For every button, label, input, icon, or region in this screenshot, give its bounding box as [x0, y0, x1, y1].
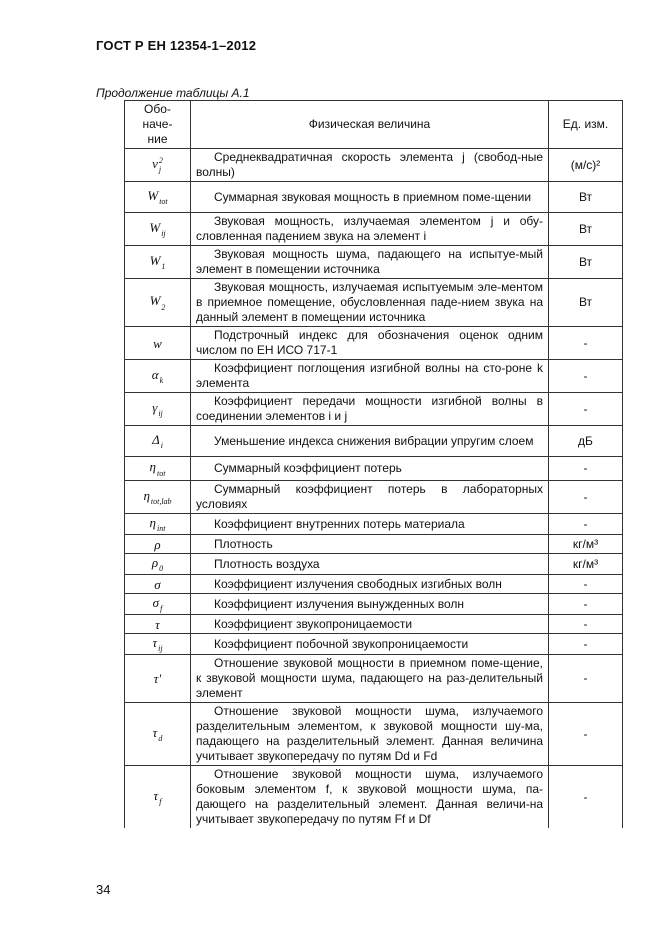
unit-cell: -	[549, 766, 623, 829]
description-cell: Коэффициент излучения вынужденных волн	[191, 594, 549, 615]
unit-cell: -	[549, 393, 623, 426]
table-row	[125, 360, 623, 393]
unit-cell: -	[549, 703, 623, 766]
unit-cell: -	[549, 481, 623, 514]
table-row	[125, 213, 623, 246]
table-row	[125, 615, 623, 634]
unit-cell: (м/с)²	[549, 149, 623, 182]
unit-cell: -	[549, 327, 623, 360]
page-number: 34	[96, 882, 111, 897]
table-row	[125, 766, 623, 829]
table-row	[125, 535, 623, 554]
symbol-cell: α k	[125, 360, 191, 393]
description-cell: Коэффициент побочной звукопроницаемости	[191, 634, 549, 655]
table-row	[125, 554, 623, 575]
table-row	[125, 514, 623, 535]
unit-cell: Вт	[549, 246, 623, 279]
symbol-cell: W 2	[125, 279, 191, 327]
header-symbol: Обо- наче- ние	[125, 101, 191, 149]
table-row	[125, 279, 623, 327]
unit-cell: Вт	[549, 182, 623, 213]
symbol-cell: ν 2 j	[125, 149, 191, 182]
unit-cell: Вт	[549, 279, 623, 327]
table-row	[125, 327, 623, 360]
table-row	[125, 703, 623, 766]
symbol-cell: η tot	[125, 457, 191, 481]
symbol-cell: W ij	[125, 213, 191, 246]
table-row	[125, 481, 623, 514]
table-row	[125, 393, 623, 426]
symbol-cell: ρ 0	[125, 554, 191, 575]
description-cell: Подстрочный индекс для обозначения оценок одним числом по ЕН ИСО 717-1	[191, 327, 549, 360]
description-cell: Коэффициент излучения свободных изгибных волн	[191, 575, 549, 594]
description-cell: Плотность	[191, 535, 549, 554]
symbol-cell: η tot,lab	[125, 481, 191, 514]
table-caption: Продолжение таблицы А.1	[96, 86, 250, 100]
unit-cell: кг/м³	[549, 554, 623, 575]
description-cell: Среднеквадратичная скорость элемента j (свобод-ные волны)	[191, 149, 549, 182]
description-cell: Отношение звуковой мощности шума, излучаемого разделительным элементом, к звуковой мощности шу-ма, падающего на разделительный элемент. Данная величина учитывает звукопередачу по путям Dd и Fd	[191, 703, 549, 766]
header-quantity: Физическая величина	[191, 101, 549, 149]
description-cell: Коэффициент звукопроницаемости	[191, 615, 549, 634]
unit-cell: дБ	[549, 426, 623, 457]
symbol-cell: ρ	[125, 535, 191, 554]
table-header-row	[125, 101, 623, 149]
symbol-cell: τ'	[125, 655, 191, 703]
table-row	[125, 426, 623, 457]
description-cell: Коэффициент поглощения изгибной волны на сто-роне k элемента	[191, 360, 549, 393]
table-row	[125, 634, 623, 655]
description-cell: Звуковая мощность, излучаемая испытуемым эле-ментом в приемное помещение, обусловленная паде-нием звука на данный элемент в помещении источника	[191, 279, 549, 327]
unit-cell: -	[549, 575, 623, 594]
table-row	[125, 149, 623, 182]
symbols-table	[124, 100, 622, 828]
description-cell: Отношение звуковой мощности шума, излучаемого боковым элементом f, к звуковой мощности шума, па-дающего на разделительный элемент. Данная величи-на учитывает звукопередачу по путям Ff и Df	[191, 766, 549, 829]
symbol-cell: γ ij	[125, 393, 191, 426]
description-cell: Звуковая мощность, излучаемая элементом j и обу-словленная падением звука на элемент i	[191, 213, 549, 246]
description-cell: Отношение звуковой мощности в приемном поме-щение, к звуковой мощности шума, падающего на раз-делительный элемент	[191, 655, 549, 703]
symbol-cell: W tot	[125, 182, 191, 213]
unit-cell: -	[549, 514, 623, 535]
description-cell: Плотность воздуха	[191, 554, 549, 575]
table-row	[125, 457, 623, 481]
table-row	[125, 182, 623, 213]
symbol-cell: τ	[125, 615, 191, 634]
symbol-cell: τ ij	[125, 634, 191, 655]
description-cell: Коэффициент внутренних потерь материала	[191, 514, 549, 535]
header-unit: Ед. изм.	[549, 101, 623, 149]
unit-cell: -	[549, 634, 623, 655]
description-cell: Суммарная звуковая мощность в приемном поме-щении	[191, 182, 549, 213]
description-cell: Звуковая мощность шума, падающего на испытуе-мый элемент в помещении источника	[191, 246, 549, 279]
unit-cell: -	[549, 457, 623, 481]
table-row	[125, 246, 623, 279]
symbol-cell: w	[125, 327, 191, 360]
symbol-cell: W 1	[125, 246, 191, 279]
symbol-cell: σ	[125, 575, 191, 594]
description-cell: Суммарный коэффициент потерь	[191, 457, 549, 481]
unit-cell: -	[549, 615, 623, 634]
symbol-cell: σ f	[125, 594, 191, 615]
table-row	[125, 575, 623, 594]
table-row	[125, 594, 623, 615]
symbol-cell: η int	[125, 514, 191, 535]
unit-cell: -	[549, 594, 623, 615]
unit-cell: Вт	[549, 213, 623, 246]
unit-cell: кг/м³	[549, 535, 623, 554]
table-row	[125, 655, 623, 703]
description-cell: Суммарный коэффициент потерь в лабораторных условиях	[191, 481, 549, 514]
description-cell: Уменьшение индекса снижения вибрации упругим слоем	[191, 426, 549, 457]
symbol-cell: τ f	[125, 766, 191, 829]
document-header: ГОСТ Р ЕН 12354-1–2012	[96, 38, 257, 53]
symbol-cell: τ d	[125, 703, 191, 766]
unit-cell: -	[549, 360, 623, 393]
symbol-cell: Δ i	[125, 426, 191, 457]
description-cell: Коэффициент передачи мощности изгибной волны в соединении элементов i и j	[191, 393, 549, 426]
unit-cell: -	[549, 655, 623, 703]
